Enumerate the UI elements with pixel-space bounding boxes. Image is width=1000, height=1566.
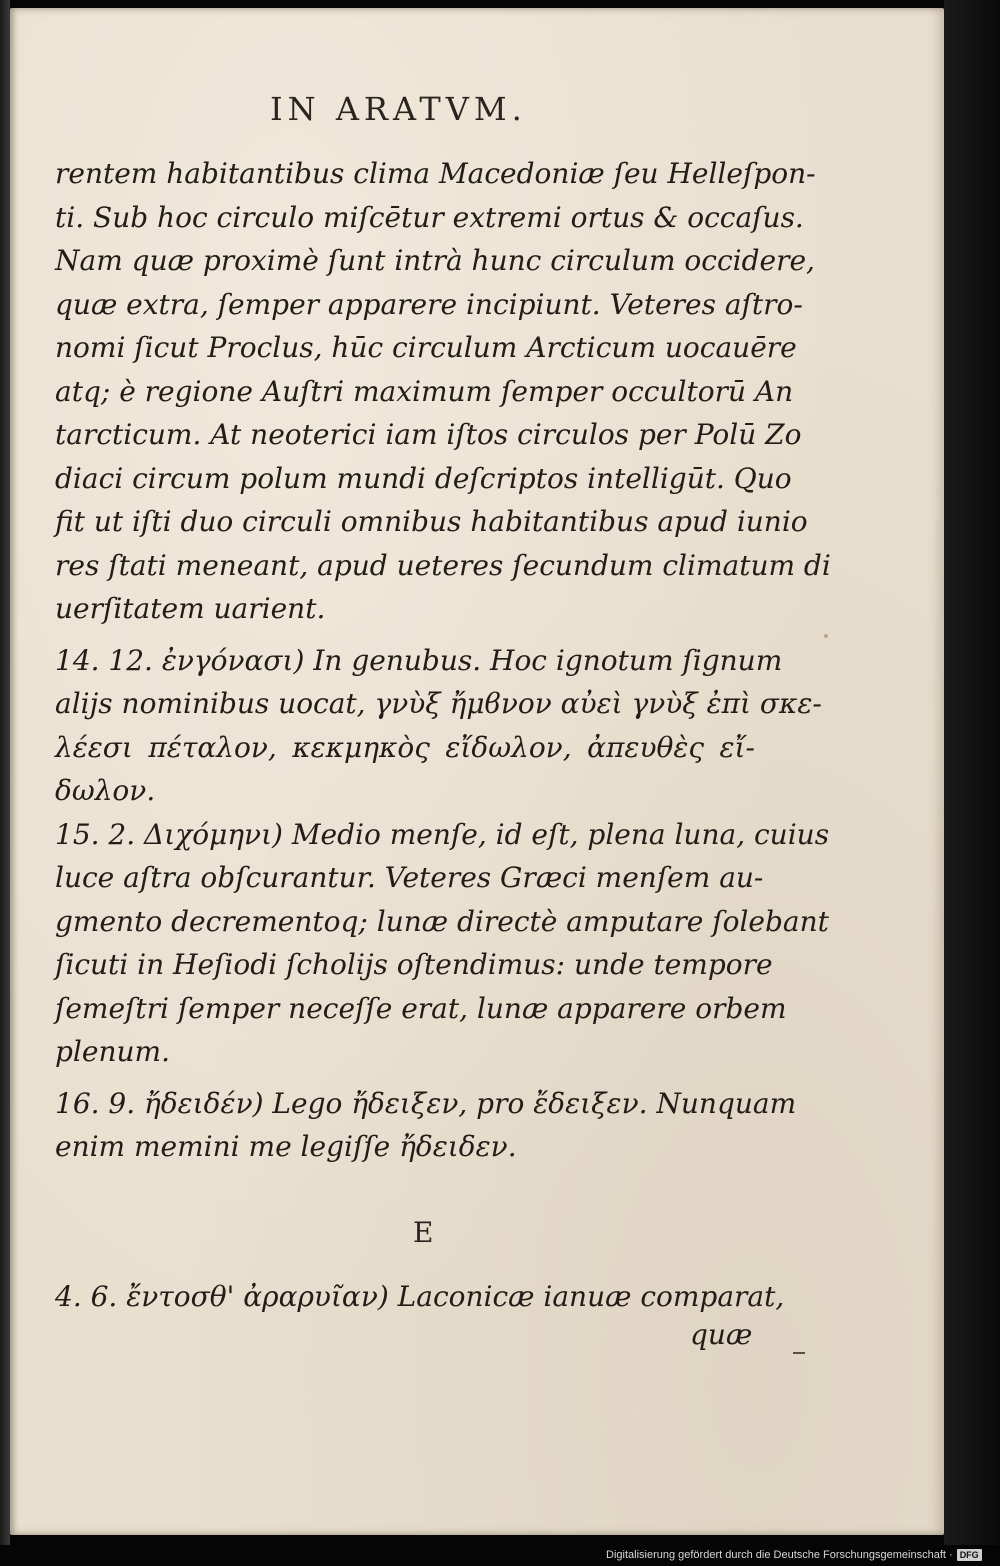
note-16-line: 16. 9. ἤδειδέν) Lego ἤδειξεν, pro ἔδειξεν. Nunquam	[55, 1086, 797, 1120]
note-4-line: 4. 6. ἔντοσθ' ἀραρυῖαν) Laconicæ ianuæ comparat,	[55, 1280, 785, 1313]
note-15-line: plenum.	[55, 1035, 170, 1068]
dfg-logo-icon: DFG	[957, 1549, 982, 1561]
main-text	[55, 152, 831, 1169]
ink-mark	[793, 1352, 805, 1354]
note-16-line: enim memini me legiſſe ἤδειδεν.	[55, 1130, 517, 1163]
text-line: ti. Sub hoc circulo miſcētur extremi ortus & occaſus.	[55, 200, 804, 234]
note-15-line: gmento decrementoq; lunæ directè amputare ſolebant	[55, 904, 829, 938]
running-head: IN ARATVM.	[270, 90, 527, 128]
text-line: tarcticum. At neoterici iam iſtos circulos per Polū Zo	[55, 418, 802, 451]
paper-spot	[824, 634, 828, 638]
note-15-line: ſicuti in Heſiodi ſcholijs oſtendimus: unde tempore	[55, 948, 773, 981]
text-line: fit ut iſti duo circuli omnibus habitantibus apud iunio	[55, 505, 808, 538]
book-left-edge	[0, 0, 10, 1545]
text-line: Nam quæ proximè ſunt intrà hunc circulum occidere,	[55, 244, 815, 277]
note-14-line: alijs nominibus uocat, γνὺξ ἤμϐνον αὐεὶ γνὺξ ἐπὶ σκε-	[55, 687, 822, 720]
digitization-footer	[606, 1547, 996, 1563]
text-line: diaci circum polum mundi deſcriptos intelligūt. Quo	[55, 461, 792, 495]
note-4	[55, 1275, 785, 1319]
text-line: rentem habitantibus clima Macedoniæ ſeu Helleſpon-	[55, 157, 816, 190]
note-14-line: λέεσι πέταλον, κεκμηκὸς εἴδωλον, ἀπευθὲς εἴ-	[55, 730, 755, 764]
text-line: atq; è regione Auſtri maximum ſemper occultorū An	[55, 374, 794, 408]
paragraph-gap	[55, 631, 755, 639]
text-line: quæ extra, ſemper apparere incipiunt. Veteres aſtro-	[55, 287, 803, 321]
text-line: nomi ſicut Proclus, hūc circulum Arcticum uocauēre	[55, 331, 797, 364]
note-14-line: δωλον.	[55, 774, 156, 807]
book-right-edge	[944, 0, 1000, 1545]
note-14-line: 14. 12. ἐνγόνασι) In genubus. Hoc ignotum ſignum	[55, 643, 783, 677]
text-line: res ſtati meneant, apud ueteres ſecundum climatum di	[55, 548, 831, 582]
paragraph-gap	[55, 1074, 755, 1082]
text-line: uerſitatem uarient.	[55, 592, 326, 625]
note-15-line: 15. 2. Διχόμηνι) Medio menſe, id eſt, plena luna, cuius	[55, 817, 830, 851]
note-15-line: luce aſtra obſcurantur. Veteres Græci menſem au-	[55, 861, 764, 894]
catchword: quæ	[690, 1318, 753, 1351]
signature-mark: E	[413, 1216, 434, 1249]
note-15-line: ſemeſtri ſemper neceſſe erat, lunæ apparere orbem	[55, 991, 787, 1025]
footer-text: Digitalisierung gefördert durch die Deutsche Forschungsgemeinschaft ·	[606, 1549, 953, 1561]
